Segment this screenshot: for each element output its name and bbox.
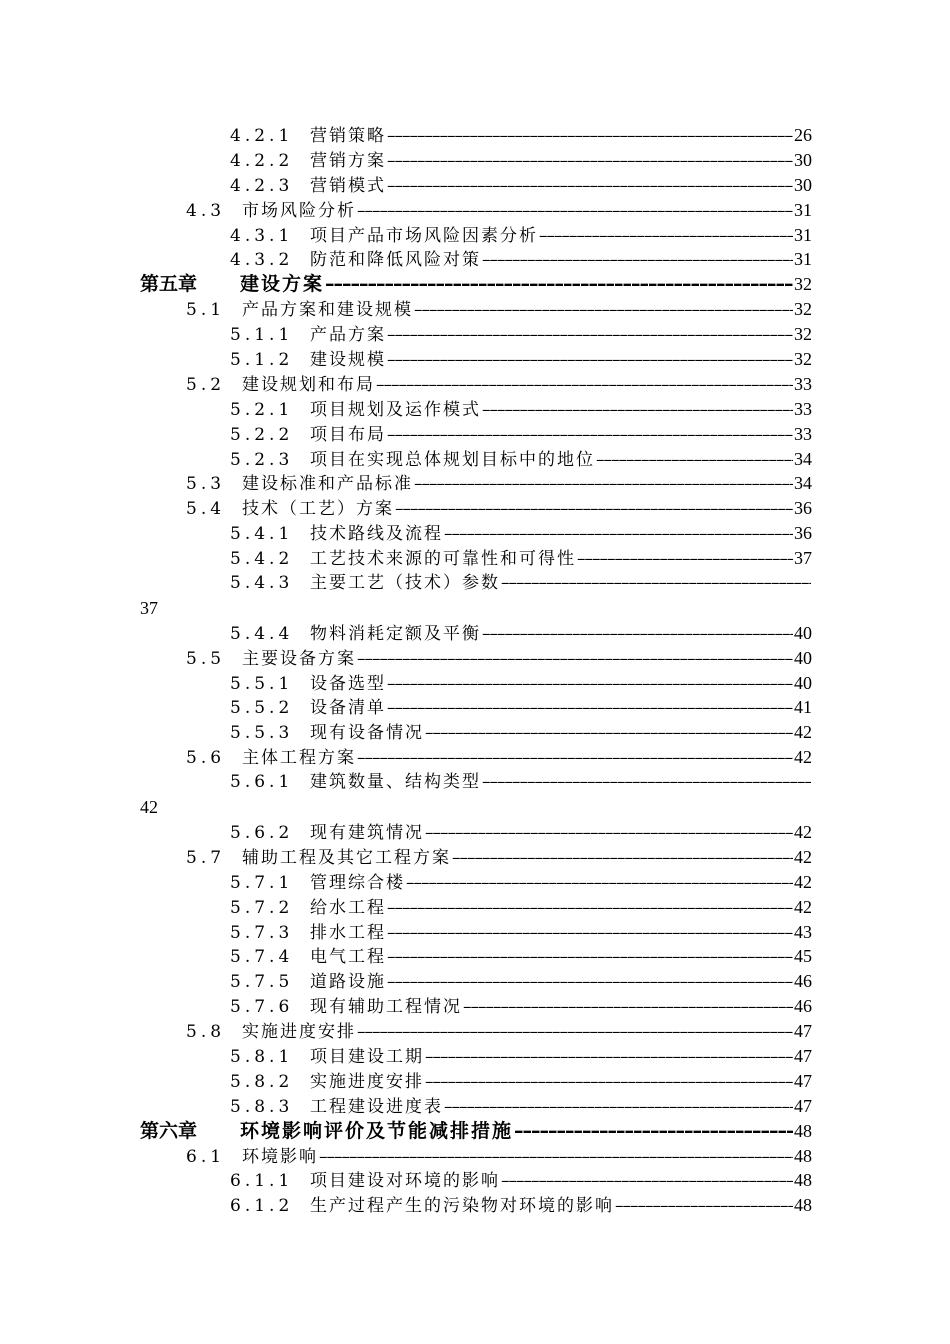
toc-dash-leader — [387, 348, 793, 373]
toc-entry-title: 营销方案 — [310, 150, 386, 171]
toc-page-number: 47 — [794, 1045, 812, 1066]
toc-entry-title: 环境影响 — [242, 1146, 318, 1167]
toc-entry-title: 管理综合楼 — [310, 872, 405, 893]
toc-entry-number: 5.6 — [186, 748, 226, 769]
toc-entry-number: 5.4.2 — [230, 549, 294, 570]
toc-dash-leader — [414, 472, 793, 497]
toc-entry-number: 5.8.1 — [230, 1046, 294, 1067]
toc-entry-number: 5.5.1 — [230, 673, 294, 694]
toc-entry-number: 4.3.1 — [230, 225, 294, 246]
toc-entry-number: 5.7.3 — [230, 922, 294, 943]
toc-dash-leader — [501, 571, 811, 596]
toc-entry[interactable] — [140, 1168, 812, 1193]
toc-entry-title: 工艺技术来源的可靠性和可得性 — [310, 549, 576, 570]
toc-dash-leader — [387, 896, 793, 921]
toc-dash-leader — [425, 721, 793, 746]
toc-page-number: 42 — [794, 722, 812, 743]
toc-dash-leader — [514, 1119, 793, 1144]
toc-entry[interactable] — [140, 347, 812, 372]
toc-page-number: 46 — [794, 971, 812, 992]
toc-entry-title: 项目建设工期 — [310, 1046, 424, 1067]
toc-entry-number: 4.2.3 — [230, 175, 294, 196]
toc-entry-title: 营销策略 — [310, 126, 386, 146]
toc-entry-number: 5.5.2 — [230, 698, 294, 719]
toc-entry-title: 环境影响评价及节能减排措施 — [240, 1119, 514, 1142]
toc-entry[interactable] — [140, 297, 812, 322]
toc-entry-title: 项目在实现总体规划目标中的地位 — [310, 449, 595, 470]
toc-dash-leader — [425, 821, 793, 846]
toc-entry-title: 物料消耗定额及平衡 — [310, 623, 481, 644]
toc-page-number: 33 — [794, 423, 812, 444]
toc-dash-leader — [482, 398, 793, 423]
toc-entry-number: 5.2.3 — [230, 449, 294, 470]
toc-entry-number: 5.8.3 — [230, 1096, 294, 1117]
toc-entry-title: 辅助工程及其它工程方案 — [242, 847, 451, 868]
toc-dash-leader — [387, 921, 793, 946]
toc-entry-title: 产品方案 — [310, 325, 386, 346]
toc-dash-leader — [387, 672, 793, 697]
toc-entry-number: 5.7.5 — [230, 972, 294, 993]
toc-entry-title: 建设规模 — [310, 350, 386, 371]
toc-page-number: 42 — [140, 797, 158, 818]
toc-entry-number: 5.5 — [186, 648, 226, 669]
toc-entry[interactable] — [140, 944, 812, 969]
toc-entry[interactable] — [140, 720, 812, 745]
toc-dash-leader — [376, 373, 793, 398]
toc-entry-title: 建筑数量、结构类型 — [310, 772, 481, 793]
toc-entry[interactable] — [140, 447, 812, 472]
toc-page-number: 32 — [794, 274, 812, 295]
toc-page-number: 42 — [794, 871, 812, 892]
toc-dash-leader — [414, 298, 793, 323]
toc-entry[interactable] — [140, 1193, 812, 1218]
toc-page-number: 40 — [794, 647, 812, 668]
toc-entry[interactable] — [140, 223, 812, 248]
toc-entry[interactable] — [140, 695, 812, 720]
toc-entry-number: 5.4.1 — [230, 524, 294, 545]
toc-entry-title: 设备清单 — [310, 698, 386, 719]
toc-entry-number: 6.1.2 — [230, 1196, 294, 1217]
toc-page-number: 43 — [794, 921, 812, 942]
toc-page-number: 36 — [794, 523, 812, 544]
toc-page-number: 31 — [794, 249, 812, 270]
toc-entry[interactable] — [140, 422, 812, 447]
toc-entry-number: 4.3.2 — [230, 250, 294, 271]
toc-dash-leader — [596, 448, 793, 473]
toc-entry[interactable] — [140, 820, 812, 845]
toc-entry-title: 给水工程 — [310, 897, 386, 918]
toc-entry-number: 5.4.3 — [230, 573, 294, 594]
toc-entry-title: 产品方案和建设规模 — [242, 300, 413, 321]
toc-entry-number: 5.2.2 — [230, 424, 294, 445]
toc-page-number: 48 — [794, 1195, 812, 1216]
toc-entry-number: 5.2.1 — [230, 399, 294, 420]
toc-page-number: 36 — [794, 498, 812, 519]
toc-page-number: 32 — [794, 324, 812, 345]
toc-entry-title: 实施进度安排 — [242, 1022, 356, 1043]
toc-entry-number: 4.2.2 — [230, 150, 294, 171]
toc-entry[interactable] — [140, 571, 812, 596]
toc-page-number: 31 — [794, 224, 812, 245]
toc-entry[interactable] — [140, 895, 812, 920]
toc-entry-title: 设备选型 — [310, 673, 386, 694]
toc-page-number: 42 — [794, 821, 812, 842]
toc-page-number: 48 — [794, 1170, 812, 1191]
toc-entry-number: 5.4.4 — [230, 623, 294, 644]
toc-entry-number: 5.1.2 — [230, 350, 294, 371]
toc-entry[interactable] — [140, 372, 812, 397]
toc-entry-number: 5.2 — [186, 374, 226, 395]
toc-entry[interactable] — [140, 969, 812, 994]
toc-entry[interactable] — [140, 845, 812, 870]
toc-entry-number: 5.7 — [186, 847, 226, 868]
toc-entry[interactable] — [140, 745, 812, 770]
toc-page-number: 32 — [794, 349, 812, 370]
toc-entry-title: 主要工艺（技术）参数 — [310, 573, 500, 594]
toc-entry[interactable] — [140, 496, 812, 521]
toc-dash-leader — [387, 970, 793, 995]
toc-entry[interactable] — [140, 198, 812, 223]
toc-entry-title: 实施进度安排 — [310, 1071, 424, 1092]
toc-entry[interactable] — [140, 1069, 812, 1094]
toc-entry-number: 第六章 — [140, 1119, 198, 1142]
toc-entry-title: 营销模式 — [310, 175, 386, 196]
toc-page-number: 42 — [794, 747, 812, 768]
toc-dash-leader — [406, 871, 793, 896]
toc-entry[interactable] — [140, 1144, 812, 1169]
toc-dash-leader — [425, 1070, 793, 1095]
toc-page-number: 48 — [794, 1120, 812, 1141]
toc-entry-number: 5.1.1 — [230, 325, 294, 346]
toc-entry-title: 主要设备方案 — [242, 648, 356, 669]
toc-entry[interactable] — [140, 621, 812, 646]
toc-entry[interactable] — [140, 173, 812, 198]
toc-page-number: 31 — [794, 199, 812, 220]
toc-entry[interactable] — [140, 546, 812, 571]
toc-entry[interactable] — [140, 1044, 812, 1069]
toc-entry-title: 项目规划及运作模式 — [310, 399, 481, 420]
toc-entry-title: 排水工程 — [310, 922, 386, 943]
toc-page-number: 34 — [794, 473, 812, 494]
toc-entry[interactable] — [140, 994, 812, 1019]
toc-entry-title: 市场风险分析 — [242, 200, 356, 221]
toc-entry-title: 防范和降低风险对策 — [310, 250, 481, 271]
toc-page-number: 47 — [794, 1070, 812, 1091]
toc-entry-title: 技术路线及流程 — [310, 524, 443, 545]
toc-dash-leader — [319, 1145, 793, 1170]
toc-dash-leader — [387, 423, 793, 448]
toc-dash-leader — [444, 1095, 793, 1120]
toc-dash-leader — [387, 149, 793, 174]
toc-entry-title: 道路设施 — [310, 972, 386, 993]
toc-page-number: 47 — [794, 1021, 812, 1042]
toc-dash-leader — [482, 770, 811, 795]
toc-entry-title: 建设规划和布局 — [242, 374, 375, 395]
toc-entry-number: 5.8.2 — [230, 1071, 294, 1092]
toc-page-number: 48 — [794, 1145, 812, 1166]
toc-entry[interactable] — [140, 123, 812, 148]
toc-dash-leader — [463, 995, 793, 1020]
toc-entry-number: 6.1.1 — [230, 1171, 294, 1192]
toc-page-number: 45 — [794, 946, 812, 967]
toc-dash-leader — [482, 622, 793, 647]
toc-entry-title: 现有建筑情况 — [310, 822, 424, 843]
toc-dash-leader — [425, 1045, 793, 1070]
toc-entry-number: 6.1 — [186, 1146, 226, 1167]
toc-dash-leader — [539, 224, 793, 249]
toc-entry-number: 5.7.6 — [230, 997, 294, 1018]
toc-dash-leader — [577, 547, 793, 572]
toc-page-number: 30 — [794, 149, 812, 170]
toc-entry[interactable] — [140, 870, 812, 895]
toc-dash-leader — [395, 497, 793, 522]
toc-entry-title: 现有设备情况 — [310, 723, 424, 744]
toc-entry-number: 5.7.4 — [230, 947, 294, 968]
toc-chapter-entry[interactable] — [140, 272, 812, 297]
toc-entry[interactable] — [140, 322, 812, 347]
toc-entry-number: 4.3 — [186, 200, 226, 221]
toc-entry-title: 项目建设对环境的影响 — [310, 1171, 500, 1192]
toc-page-number: 42 — [794, 846, 812, 867]
toc-page-number: 26 — [794, 125, 812, 145]
toc-entry[interactable] — [140, 920, 812, 945]
toc-entry-title: 技术（工艺）方案 — [242, 499, 394, 520]
toc-dash-leader — [357, 1020, 793, 1045]
toc-page-number: 33 — [794, 398, 812, 419]
toc-page-number: 37 — [140, 597, 158, 618]
toc-entry-title: 生产过程产生的污染物对环境的影响 — [310, 1196, 614, 1217]
toc-entry[interactable] — [140, 471, 812, 496]
toc-entry-title: 主体工程方案 — [242, 748, 356, 769]
toc-entry-number: 5.7.1 — [230, 872, 294, 893]
toc-entry-number: 5.6.2 — [230, 822, 294, 843]
toc-dash-leader — [452, 846, 793, 871]
toc-entry-title: 项目产品市场风险因素分析 — [310, 225, 538, 246]
toc-dash-leader — [357, 746, 793, 771]
toc-entry[interactable] — [140, 1019, 812, 1044]
toc-page-number: 33 — [794, 373, 812, 394]
toc-entry-number: 5.8 — [186, 1022, 226, 1043]
toc-entry[interactable] — [140, 148, 812, 173]
toc-dash-leader — [387, 174, 793, 199]
toc-page-number: 41 — [794, 697, 812, 718]
toc-entry-title: 电气工程 — [310, 947, 386, 968]
toc-entry-title: 项目布局 — [310, 424, 386, 445]
toc-entry-number: 5.6.1 — [230, 772, 294, 793]
toc-entry-number: 5.4 — [186, 499, 226, 520]
toc-dash-leader — [615, 1194, 793, 1219]
toc-dash-leader — [357, 647, 793, 672]
toc-entry-number: 第五章 — [140, 273, 198, 296]
toc-dash-leader — [387, 323, 793, 348]
toc-dash-leader — [387, 945, 793, 970]
toc-page-number: 47 — [794, 1095, 812, 1116]
toc-chapter-entry[interactable] — [140, 1119, 812, 1144]
toc-dash-leader — [482, 248, 793, 273]
toc-dash-leader — [501, 1169, 793, 1194]
toc-page-number: 40 — [794, 672, 812, 693]
toc-entry[interactable] — [140, 770, 812, 795]
toc-entry-number: 5.3 — [186, 474, 226, 495]
toc-entry-title: 现有辅助工程情况 — [310, 997, 462, 1018]
toc-dash-leader — [357, 199, 793, 224]
toc-page-number: 34 — [794, 448, 812, 469]
toc-entry-number: 5.1 — [186, 300, 226, 321]
toc-entry[interactable] — [140, 521, 812, 546]
toc-entry[interactable] — [140, 247, 812, 272]
toc-entry-number: 4.2.1 — [230, 126, 294, 146]
toc-entry[interactable] — [140, 671, 812, 696]
toc-entry-number: 5.5.3 — [230, 723, 294, 744]
toc-page-number: 30 — [794, 174, 812, 195]
toc-page-number: 40 — [794, 622, 812, 643]
toc-page-number: 42 — [794, 896, 812, 917]
table-of-contents — [140, 123, 812, 1218]
toc-page-number: 32 — [794, 299, 812, 320]
toc-entry-title: 工程建设进度表 — [310, 1096, 443, 1117]
toc-page-number: 46 — [794, 996, 812, 1017]
toc-entry-number: 5.7.2 — [230, 897, 294, 918]
toc-entry[interactable] — [140, 397, 812, 422]
toc-page-number: 37 — [794, 548, 812, 569]
toc-entry[interactable] — [140, 1094, 812, 1119]
toc-dash-leader — [387, 696, 793, 721]
toc-dash-leader — [325, 272, 793, 297]
toc-entry-title: 建设方案 — [240, 273, 325, 296]
toc-entry-title: 建设标准和产品标准 — [242, 474, 413, 495]
toc-dash-leader — [444, 522, 793, 547]
toc-entry[interactable] — [140, 646, 812, 671]
toc-dash-leader — [387, 124, 793, 149]
